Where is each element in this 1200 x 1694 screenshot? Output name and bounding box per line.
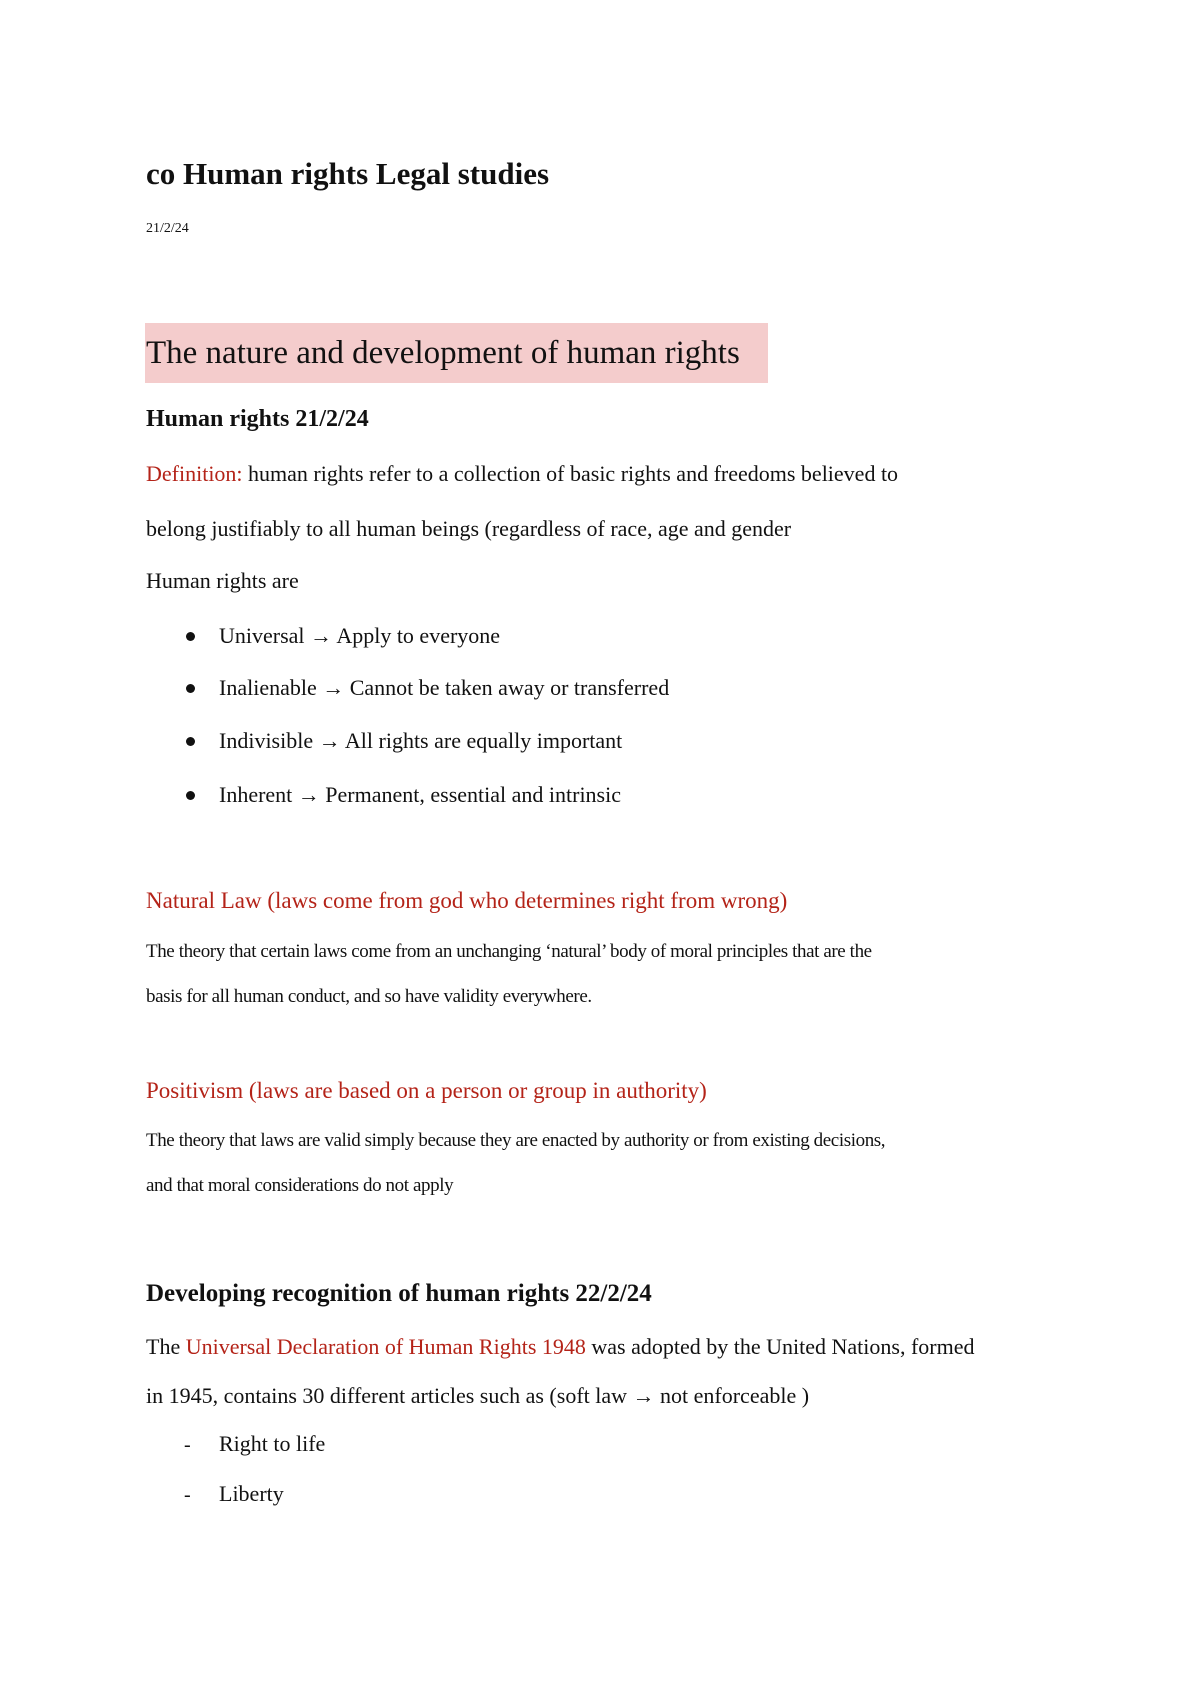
- bullet-icon: [186, 632, 195, 641]
- bullet-icon: [186, 737, 195, 746]
- subheading-human-rights: Human rights 21/2/24: [146, 406, 369, 432]
- udhr-line: [146, 1336, 974, 1358]
- definition-line: [146, 463, 898, 485]
- dash-bullet-icon: -: [184, 1434, 191, 1456]
- document-title: co Human rights Legal studies: [146, 156, 550, 191]
- udhr-line-2: in 1945, contains 30 different articles such as (soft law → not enforceable ): [146, 1383, 810, 1408]
- udhr-link: Universal Declaration of Human Rights 1948: [185, 1334, 586, 1359]
- list-item: Indivisible → All rights are equally important: [219, 728, 623, 753]
- list-item: Inalienable → Cannot be taken away or transferred: [219, 675, 670, 700]
- natural-law-heading: Natural Law (laws come from god who determines right from wrong): [146, 888, 788, 913]
- human-rights-intro: Human rights are: [146, 568, 299, 593]
- document-date: 21/2/24: [146, 221, 189, 236]
- subheading-developing: Developing recognition of human rights 22/2/24: [146, 1280, 652, 1307]
- list-item: Liberty: [219, 1481, 284, 1506]
- section-heading: The nature and development of human rights: [146, 335, 740, 371]
- definition-continued: belong justifiably to all human beings (regardless of race, age and gender: [146, 516, 792, 541]
- definition-label: Definition:: [146, 461, 243, 486]
- list-item: Right to life: [219, 1431, 326, 1456]
- definition-text: human rights refer to a collection of basic rights and freedoms believed to: [242, 461, 899, 486]
- list-item: Universal → Apply to everyone: [219, 623, 501, 648]
- bullet-icon: [186, 791, 195, 800]
- list-item: Inherent → Permanent, essential and intrinsic: [219, 782, 621, 807]
- bullet-icon: [186, 684, 195, 693]
- natural-law-line-1: The theory that certain laws come from an unchanging ‘natural’ body of moral principles that are the: [146, 941, 872, 962]
- natural-law-line-2: basis for all human conduct, and so have validity everywhere.: [146, 986, 592, 1007]
- positivism-line-2: and that moral considerations do not apply: [146, 1175, 454, 1196]
- positivism-line-1: The theory that laws are valid simply because they are enacted by authority or from existing decisions,: [146, 1130, 886, 1151]
- dash-bullet-icon: -: [184, 1484, 191, 1506]
- positivism-heading: Positivism (laws are based on a person or group in authority): [146, 1078, 707, 1103]
- udhr-post: was adopted by the United Nations, formed: [585, 1334, 975, 1359]
- udhr-pre: The: [146, 1334, 186, 1359]
